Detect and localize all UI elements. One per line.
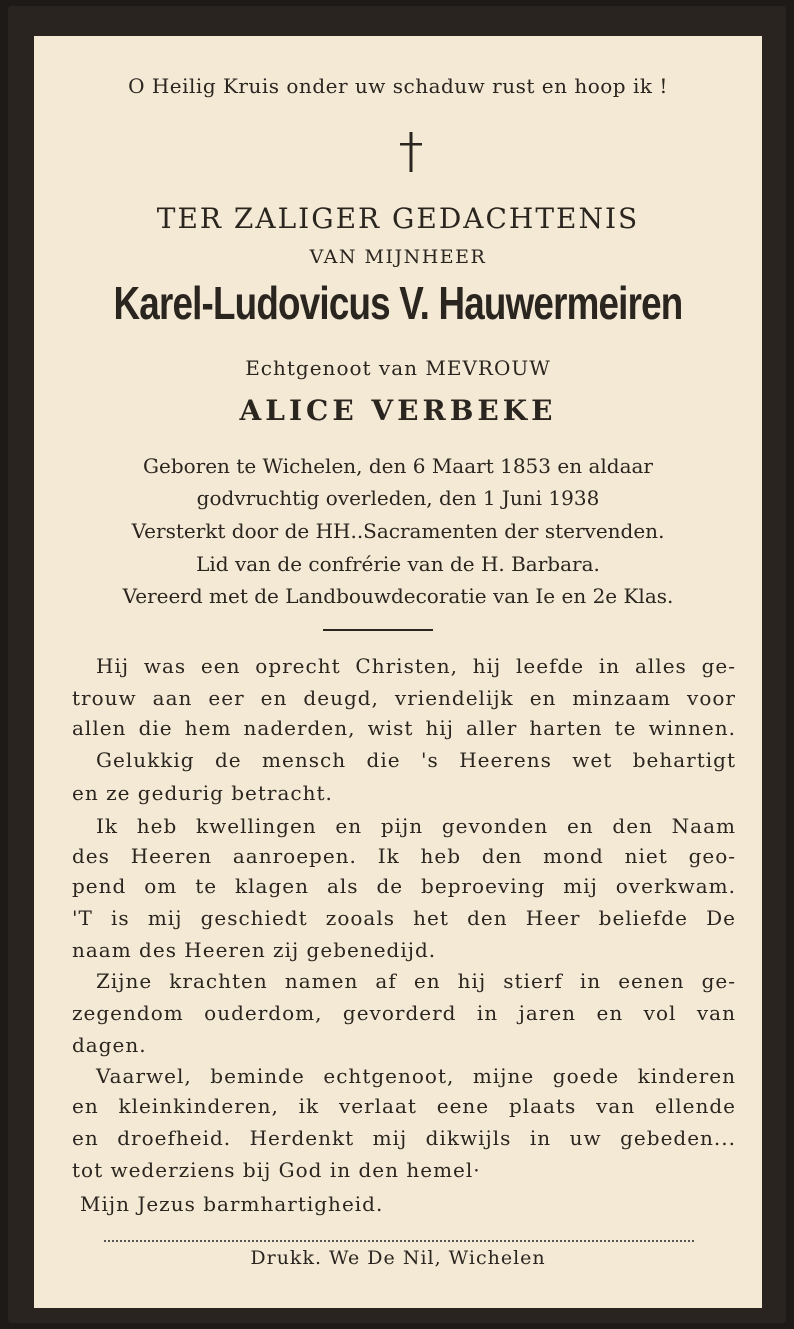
body-line: Gelukkig de mensch die 's Heerens wet behartigt — [96, 748, 736, 772]
info-line: Geboren te Wichelen, den 6 Maart 1853 en aldaar — [143, 454, 653, 478]
body-line: Hij was een oprecht Christen, hij leefde in alles ge- — [96, 654, 736, 678]
body-line: en ze gedurig betracht. — [72, 781, 333, 805]
body-line: dagen. — [72, 1033, 147, 1057]
spouse-name: ALICE VERBEKE — [239, 394, 557, 427]
body-line: des Heeren aanroepen. Ik heb den mond niet geo- — [72, 844, 736, 868]
body-line: en kleinkinderen, ik verlaat eene plaats van ellende — [72, 1094, 736, 1118]
motto: O Heilig Kruis onder uw schaduw rust en hoop ik ! — [128, 74, 668, 98]
deceased-name: Karel-Ludovicus V. Hauwermeiren — [113, 277, 683, 329]
memorial-card-border — [8, 6, 786, 1323]
body-line: Ik heb kwellingen en pijn gevonden en den Naam — [96, 814, 736, 838]
body-line: trouw aan eer en deugd, vriendelijk en minzaam voor — [72, 686, 736, 710]
body-line: naam des Heeren zij gebenedijd. — [72, 938, 437, 962]
heading-line-2: VAN MIJNHEER — [309, 246, 487, 268]
info-line: godvruchtig overleden, den 1 Juni 1938 — [196, 486, 600, 510]
heading-line-1: TER ZALIGER GEDACHTENIS — [156, 202, 640, 235]
body-line: allen die hem naderden, wist hij aller harten te winnen. — [72, 716, 736, 740]
latin-cross-icon — [396, 132, 426, 172]
separator-rule — [323, 629, 433, 631]
info-line: Lid van de confrérie van de H. Barbara. — [196, 552, 600, 576]
body-line: Zijne krachten namen af en hij stierf in eenen ge- — [96, 969, 736, 993]
dotted-rule — [104, 1240, 694, 1242]
body-line: zegendom ouderdom, gevorderd in jaren en vol van — [72, 1001, 736, 1025]
printer-credit: Drukk. We De Nil, Wichelen — [250, 1247, 546, 1269]
info-line: Vereerd met de Landbouwdecoratie van Ie en 2e Klas. — [122, 584, 674, 608]
memorial-card — [34, 36, 762, 1308]
body-line: tot wederziens bij God in den hemel· — [72, 1158, 481, 1182]
body-line: pend om te klagen als de beproeving mij overkwam. — [72, 874, 736, 898]
body-line: 'T is mij geschiedt zooals het den Heer beliefde De — [72, 906, 736, 930]
body-line: Vaarwel, beminde echtgenoot, mijne goede kinderen — [96, 1064, 736, 1088]
body-line: Mijn Jezus barmhartigheid. — [80, 1192, 384, 1216]
spouse-line: Echtgenoot van MEVROUW — [245, 356, 551, 380]
info-line: Versterkt door de HH..Sacramenten der stervenden. — [131, 519, 665, 543]
body-line: en droefheid. Herdenkt mij dikwijls in uw gebeden... — [72, 1126, 736, 1150]
